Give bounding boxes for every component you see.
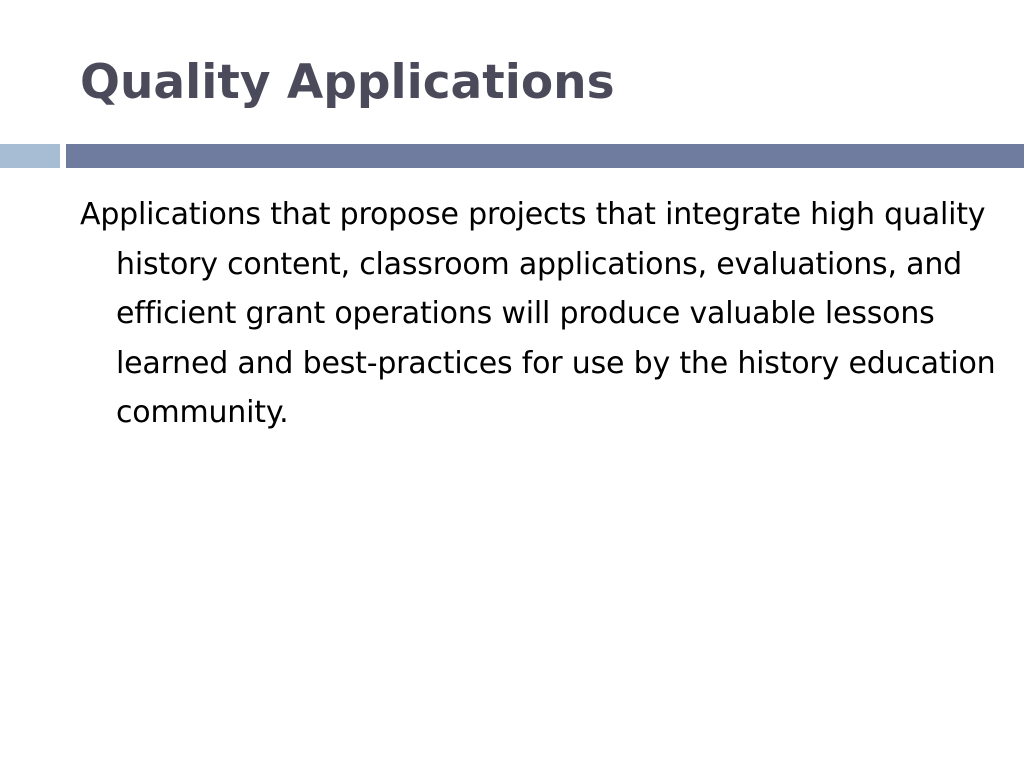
title-divider-bar	[66, 144, 1024, 168]
slide-body-text: Applications that propose projects that integrate high quality history content, classroom applications, evaluations, and efficient grant operations will produce valuable lessons learned and best-practices for use by the history education community.	[80, 197, 996, 430]
title-divider-left-block	[0, 144, 60, 168]
slide-title: Quality Applications	[80, 55, 615, 110]
